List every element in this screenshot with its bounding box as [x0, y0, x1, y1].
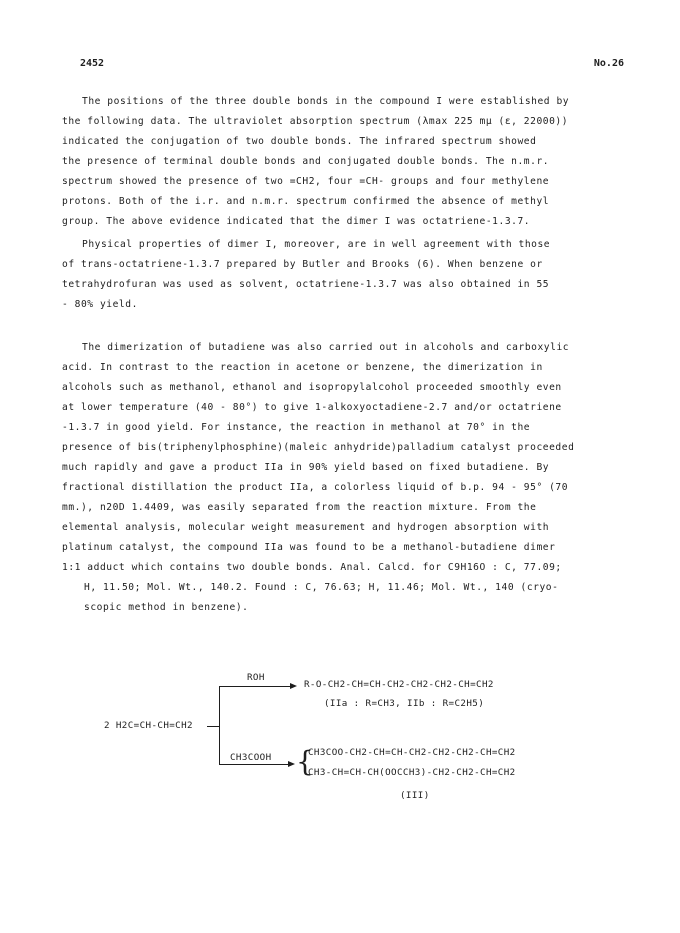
reactant: 2 H2C=CH-CH=CH2: [104, 720, 193, 731]
issue-number: No.26: [593, 58, 624, 69]
arrow-top-head: [290, 683, 297, 689]
reaction-scheme: [0, 668, 680, 818]
text-line: indicated the conjugation of two double bonds. The infrared spectrum showed: [62, 136, 537, 147]
paragraph-2: [62, 235, 622, 315]
text-line: alcohols such as methanol, ethanol and isopropylalcohol proceeded smoothly even: [62, 382, 562, 393]
text-line: the presence of terminal double bonds and conjugated double bonds. The n.m.r.: [62, 156, 550, 167]
text-line: presence of bis(triphenylphosphine)(maleic anhydride)palladium catalyst proceeded: [62, 442, 575, 453]
text-line: elemental analysis, molecular weight measurement and hydrogen absorption with: [62, 522, 550, 533]
text-line: tetrahydrofuran was used as solvent, octatriene-1.3.7 was also obtained in 55: [62, 279, 550, 290]
text-line: fractional distillation the product IIa, a colorless liquid of b.p. 94 - 95° (70: [62, 482, 569, 493]
text-line: spectrum showed the presence of two =CH2, four =CH- groups and four methylene: [62, 176, 550, 187]
arrow-bottom-shaft: [219, 764, 289, 765]
text-line: 1:1 adduct which contains two double bonds. Anal. Calcd. for C9H16O : C, 77.09;: [62, 562, 562, 573]
text-line: at lower temperature (40 - 80°) to give 1-alkoxyoctadiene-2.7 and/or octatriene: [62, 402, 562, 413]
text-line: acid. In contrast to the reaction in acetone or benzene, the dimerization in: [62, 362, 543, 373]
paragraph-1: [62, 92, 622, 232]
connector-line: [207, 726, 219, 727]
product-top: R-O-CH2-CH=CH-CH2-CH2-CH2-CH=CH2: [304, 679, 494, 690]
text-line: - 80% yield.: [62, 299, 138, 310]
text-line: The positions of the three double bonds in the compound I were established by: [82, 96, 570, 107]
product-bottom-1: CH3COO-CH2-CH=CH-CH2-CH2-CH2-CH=CH2: [308, 747, 516, 758]
text-line: H, 11.50; Mol. Wt., 140.2. Found : C, 76.63; H, 11.46; Mol. Wt., 140 (cryo-: [84, 582, 559, 593]
branch-line: [219, 686, 220, 764]
reagent-top: ROH: [247, 672, 265, 683]
product-bottom-2: CH3-CH=CH-CH(OOCCH3)-CH2-CH2-CH=CH2: [308, 767, 516, 778]
text-line: group. The above evidence indicated that the dimer I was octatriene-1.3.7.: [62, 216, 531, 227]
text-line: platinum catalyst, the compound IIa was found to be a methanol-butadiene dimer: [62, 542, 556, 553]
text-line: of trans-octatriene-1.3.7 prepared by Butler and Brooks (6). When benzene or: [62, 259, 543, 270]
brace-symbol: {: [296, 745, 314, 778]
text-line: the following data. The ultraviolet absorption spectrum (λmax 225 mμ (ε, 22000)): [62, 116, 569, 127]
product-bottom-label: (III): [400, 790, 430, 801]
arrow-bottom-head: [288, 761, 295, 767]
page-number: 2452: [80, 58, 105, 69]
reagent-bottom: CH3COOH: [230, 752, 272, 763]
arrow-top-shaft: [219, 686, 291, 687]
text-line: The dimerization of butadiene was also carried out in alcohols and carboxylic: [82, 342, 570, 353]
text-line: much rapidly and gave a product IIa in 90% yield based on fixed butadiene. By: [62, 462, 550, 473]
text-line: scopic method in benzene).: [84, 602, 249, 613]
paragraph-3: [62, 338, 622, 618]
text-line: Physical properties of dimer I, moreover, are in well agreement with those: [82, 239, 551, 250]
text-line: protons. Both of the i.r. and n.m.r. spectrum confirmed the absence of methyl: [62, 196, 550, 207]
text-line: mm.), n20D 1.4409, was easily separated from the reaction mixture. From the: [62, 502, 537, 513]
text-line: -1.3.7 in good yield. For instance, the reaction in methanol at 70° in the: [62, 422, 531, 433]
product-top-label: (IIa : R=CH3, IIb : R=C2H5): [324, 698, 485, 709]
